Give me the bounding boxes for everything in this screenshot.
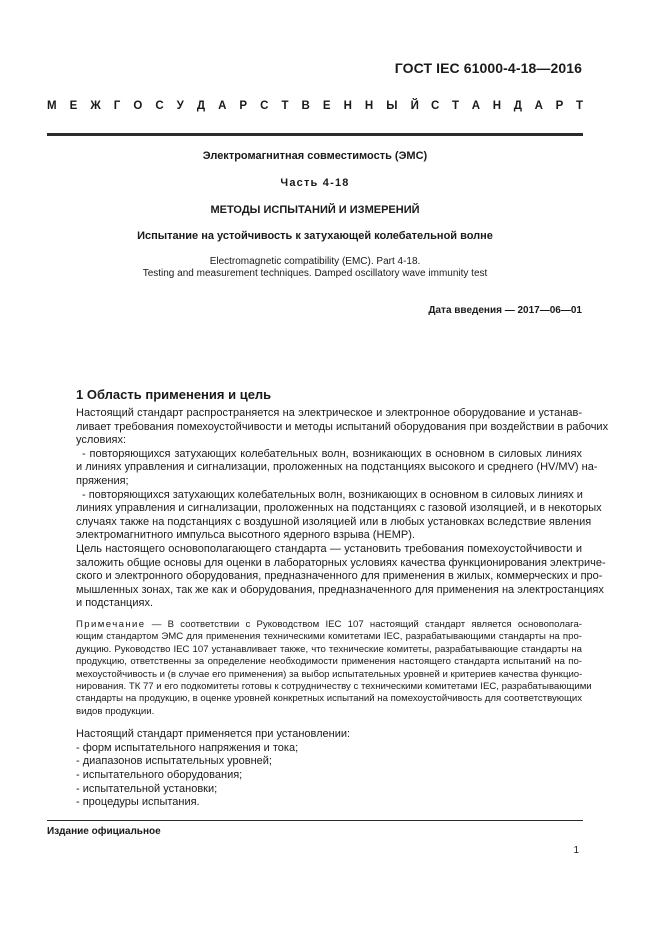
official-edition-label: Издание официальное xyxy=(47,826,161,837)
list-item: - диапазонов испытательных уровней; xyxy=(76,755,272,768)
text-line: пряжения; xyxy=(76,474,129,487)
note-line: нирования. ТК 77 и его подкомитеты готовы к сотрудничеству с техническими комитетами IEC, разрабатывающими xyxy=(76,680,592,692)
banner-letter: Н xyxy=(343,100,352,112)
banner-letter: Ж xyxy=(90,100,101,112)
banner-letter: О xyxy=(133,100,143,112)
banner-letter: М xyxy=(47,100,57,112)
bullet-gis-hemp xyxy=(76,488,602,543)
text-line: электромагнитного импульса высотного ядерного взрыва (HEMP). xyxy=(76,529,415,542)
banner-letter: Н xyxy=(364,100,374,112)
banner-letter: У xyxy=(176,100,184,112)
banner-letter: Е xyxy=(322,100,331,112)
emc-title: Электромагнитная совместимость (ЭМС) xyxy=(202,150,428,162)
text-line: ского и электронного оборудования, предназначенного для применения в жилых, коммерческих и про- xyxy=(76,570,603,583)
banner-letter: А xyxy=(218,100,227,112)
note-line: ющим стандартом ЭМС для применения техническими комитетами IEC, разрабатывающими стандарты на про- xyxy=(76,631,582,643)
text-line: и подстанциях. xyxy=(76,597,154,610)
banner-letter: С xyxy=(260,100,269,112)
section-heading: 1 Область применения и цель xyxy=(76,387,272,402)
banner-letter: В xyxy=(301,100,310,112)
banner-letter: С xyxy=(155,100,164,112)
methods-title: МЕТОДЫ ИСПЫТАНИЙ И ИЗМЕРЕНИЙ xyxy=(210,204,420,216)
list-intro: Настоящий стандарт применяется при установлении: xyxy=(76,728,351,741)
header-rule xyxy=(47,133,583,136)
text-line: - повторяющихся затухающих колебательных волн, возникающих в основном в силовых линиях xyxy=(82,447,582,460)
banner-letter: Д xyxy=(513,100,522,112)
banner-letter: Т xyxy=(281,100,289,112)
banner-letter: С xyxy=(431,100,440,112)
text-line: Настоящий стандарт распространяется на электрическое и электронное оборудование и устанав- xyxy=(76,407,582,419)
text-line: линиях управления и сигнализации, проложенных на подстанциях с газовой изоляцией, и в некоторых xyxy=(76,502,602,515)
paragraph-scope xyxy=(76,407,609,448)
note-line: мехоустойчивость и (в случае его применения) за выбор испытательных уровней и критериев качества функцио- xyxy=(76,668,583,680)
list-item: - форм испытательного напряжения и тока; xyxy=(76,741,299,754)
note-block xyxy=(76,618,592,718)
banner-letter: Д xyxy=(196,100,206,112)
list-item: - процедуры испытания. xyxy=(76,796,200,809)
banner-letter: Й xyxy=(410,100,419,112)
section-body xyxy=(76,407,609,810)
page-number: 1 xyxy=(573,845,579,856)
introduction-date: Дата введения — 2017—06—01 xyxy=(428,305,582,316)
interstate-word xyxy=(47,100,419,112)
note-label: Примечание xyxy=(76,618,146,630)
bullet-hv-mv xyxy=(76,447,598,489)
banner-letter: А xyxy=(534,100,543,112)
note-line: дукцию. Руководство IEC 107 устанавливает также, что технические комитеты, разрабатывающие стандарты на xyxy=(76,643,582,655)
list-items xyxy=(76,742,582,810)
banner-letter: Р xyxy=(239,100,248,112)
note-line: видов продукции. xyxy=(76,705,155,717)
paragraph-purpose xyxy=(76,542,606,611)
standard-subtitle: Испытание на устойчивость к затухающей колебательной волне xyxy=(137,230,493,242)
note-line: продукцию, ответственны за определение необходимости применения настоящего стандарта испытаний на по- xyxy=(76,656,582,668)
banner-letter: Г xyxy=(113,100,121,112)
english-title-line-1: Electromagnetic compatibility (EMC). Part 4-18. xyxy=(209,256,421,267)
banner-letter: Р xyxy=(555,100,564,112)
text-line: ливает требования помехоустойчивости и методы испытаний оборудования при воздействии в рабочих xyxy=(76,420,609,433)
text-line: случаях также на подстанциях с воздушной изоляцией или в любых установках вследствие явления xyxy=(76,515,592,528)
banner-letter: Т xyxy=(452,100,460,112)
text-line: и линиях управления и сигнализации, проложенных на подстанциях высокого и среднего (HV/MV) на- xyxy=(76,461,598,474)
text-line: заложить общие основы для оценки в лабораторных условиях качества функционирования электриче- xyxy=(76,556,606,569)
english-title-line-2: Testing and measurement techniques. Damped oscillatory wave immunity test xyxy=(142,268,488,279)
standard-word xyxy=(431,100,583,112)
note-line: стандарты на продукцию, в оценке уровней конкретных испытаний на помехоустойчивость для соответствующих xyxy=(76,693,582,705)
banner-letter: Н xyxy=(492,100,502,112)
interstate-standard-banner xyxy=(47,100,583,112)
banner-letter: Т xyxy=(575,100,583,112)
list-item: - испытательной установки; xyxy=(76,782,218,795)
list-item: - испытательного оборудования; xyxy=(76,768,243,781)
part-number: Часть 4-18 xyxy=(280,177,350,189)
note-line-text: — В соответствии с Руководством IEC 107 настоящий стандарт является основополага- xyxy=(145,618,582,630)
document-number: ГОСТ IEC 61000-4-18—2016 xyxy=(394,60,582,76)
banner-letter: Ы xyxy=(386,100,398,112)
note-line xyxy=(76,619,582,631)
footer-rule xyxy=(47,820,583,821)
application-list xyxy=(76,728,582,810)
text-line: Цель настоящего основополагающего стандарта — установить требования помехоустойчивости и xyxy=(76,542,582,555)
text-line: мышленных зонах, так же как и оборудования, предназначенного для применения на электростанциях xyxy=(76,583,604,596)
text-line: - повторяющихся затухающих колебательных волн, возникающих в основном в силовых линиях и xyxy=(82,488,583,501)
banner-letter: Е xyxy=(69,100,78,112)
text-line: условиях: xyxy=(76,434,127,447)
banner-letter: А xyxy=(471,100,481,112)
